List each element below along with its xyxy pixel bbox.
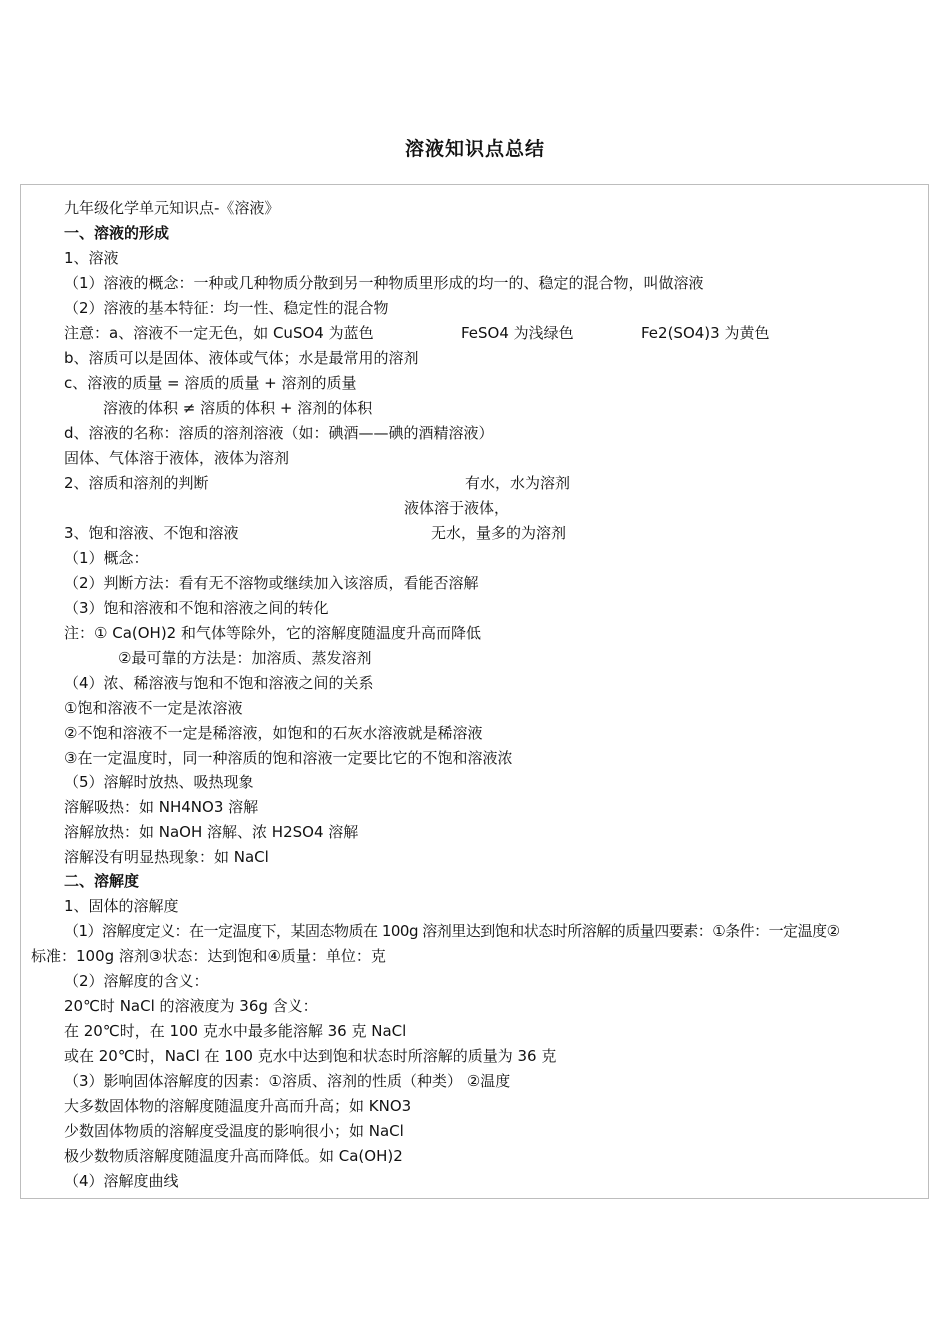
text-line: 或在 20℃时，NaCl 在 100 克水中达到饱和状态时所溶解的质量为 36 克 [64,1047,557,1065]
text-line: 溶液的体积 ≠ 溶质的体积 + 溶剂的体积 [103,399,373,417]
text-line: （1）溶液的概念：一种或几种物质分散到另一种物质里形成的均一的、稳定的混合物，叫做溶液 [64,274,704,292]
text-line: 在 20℃时，在 100 克水中最多能溶解 36 克 NaCl [64,1022,407,1040]
text-line: b、溶质可以是固体、液体或气体；水是最常用的溶剂 [64,349,419,367]
text-line: FeSO4 为浅绿色 [461,324,574,342]
text-line: ①饱和溶液不一定是浓溶液 [64,699,243,717]
section-heading: 一、溶液的形成 [64,224,170,242]
text-line: 溶解吸热：如 NH4NO3 溶解 [64,798,259,816]
text-line: 1、固体的溶解度 [64,897,179,915]
text-line: 注意：a、溶液不一定无色，如 CuSO4 为蓝色 [64,324,374,342]
text-line: 少数固体物质的溶解度受温度的影响很小；如 NaCl [64,1122,404,1140]
text-line: 溶解没有明显热现象：如 NaCl [64,848,269,866]
text-line: 液体溶于液体， [404,499,510,517]
text-line: ③在一定温度时，同一种溶质的饱和溶液一定要比它的不饱和溶液浓 [64,749,513,767]
text-line: （3）影响固体溶解度的因素：①溶质、溶剂的性质（种类） ②温度 [64,1072,511,1090]
text-line: 注：① Ca(OH)2 和气体等除外，它的溶解度随温度升高而降低 [64,624,481,642]
text-line: （5）溶解时放热、吸热现象 [64,773,254,791]
text-line: （3）饱和溶液和不饱和溶液之间的转化 [64,599,329,617]
text-line: 极少数物质溶解度随温度升高而降低。如 Ca(OH)2 [64,1147,403,1165]
text-line: d、溶液的名称：溶质的溶剂溶液（如：碘酒——碘的酒精溶液） [64,424,494,442]
section-heading: 二、溶解度 [64,872,140,890]
text-line: 1、溶液 [64,249,119,267]
text-line: 2、溶质和溶剂的判断 [64,474,209,492]
text-line: （2）溶解度的含义： [64,972,209,990]
text-line: 无水，量多的为溶剂 [431,524,567,542]
text-line: （2）溶液的基本特征：均一性、稳定性的混合物 [64,299,389,317]
text-line: 标准：100g 溶剂③状态：达到饱和④质量：单位：克 [31,947,386,965]
text-line: 大多数固体物的溶解度随温度升高而升高；如 KNO3 [64,1097,412,1115]
text-line: 固体、气体溶于液体，液体为溶剂 [64,449,290,467]
text-line: 九年级化学单元知识点-《溶液》 [64,199,280,217]
text-line: Fe2(SO4)3 为黄色 [641,324,770,342]
page-title: 溶液知识点总结 [404,138,545,160]
text-line: ②最可靠的方法是：加溶质、蒸发溶剂 [118,649,372,667]
text-line: （2）判断方法：看有无不溶物或继续加入该溶质，看能否溶解 [64,574,479,592]
text-line: ②不饱和溶液不一定是稀溶液，如饱和的石灰水溶液就是稀溶液 [64,724,483,742]
text-line: 20℃时 NaCl 的溶液度为 36g 含义： [64,997,318,1015]
text-line: （1）概念： [64,549,149,567]
text-line: （4）溶解度曲线 [64,1172,179,1190]
text-line: c、溶液的质量 = 溶质的质量 + 溶剂的质量 [64,374,357,392]
text-line: （4）浓、稀溶液与饱和不饱和溶液之间的关系 [64,674,374,692]
text-line: 有水，水为溶剂 [465,474,571,492]
text-line: 3、饱和溶液、不饱和溶液 [64,524,239,542]
text-line: 溶解放热：如 NaOH 溶解、浓 H2SO4 溶解 [64,823,359,841]
text-line: （1）溶解度定义：在一定温度下，某固态物质在 100g 溶剂里达到饱和状态时所溶解的质量四要素：①条件：一定温度② [64,922,840,940]
